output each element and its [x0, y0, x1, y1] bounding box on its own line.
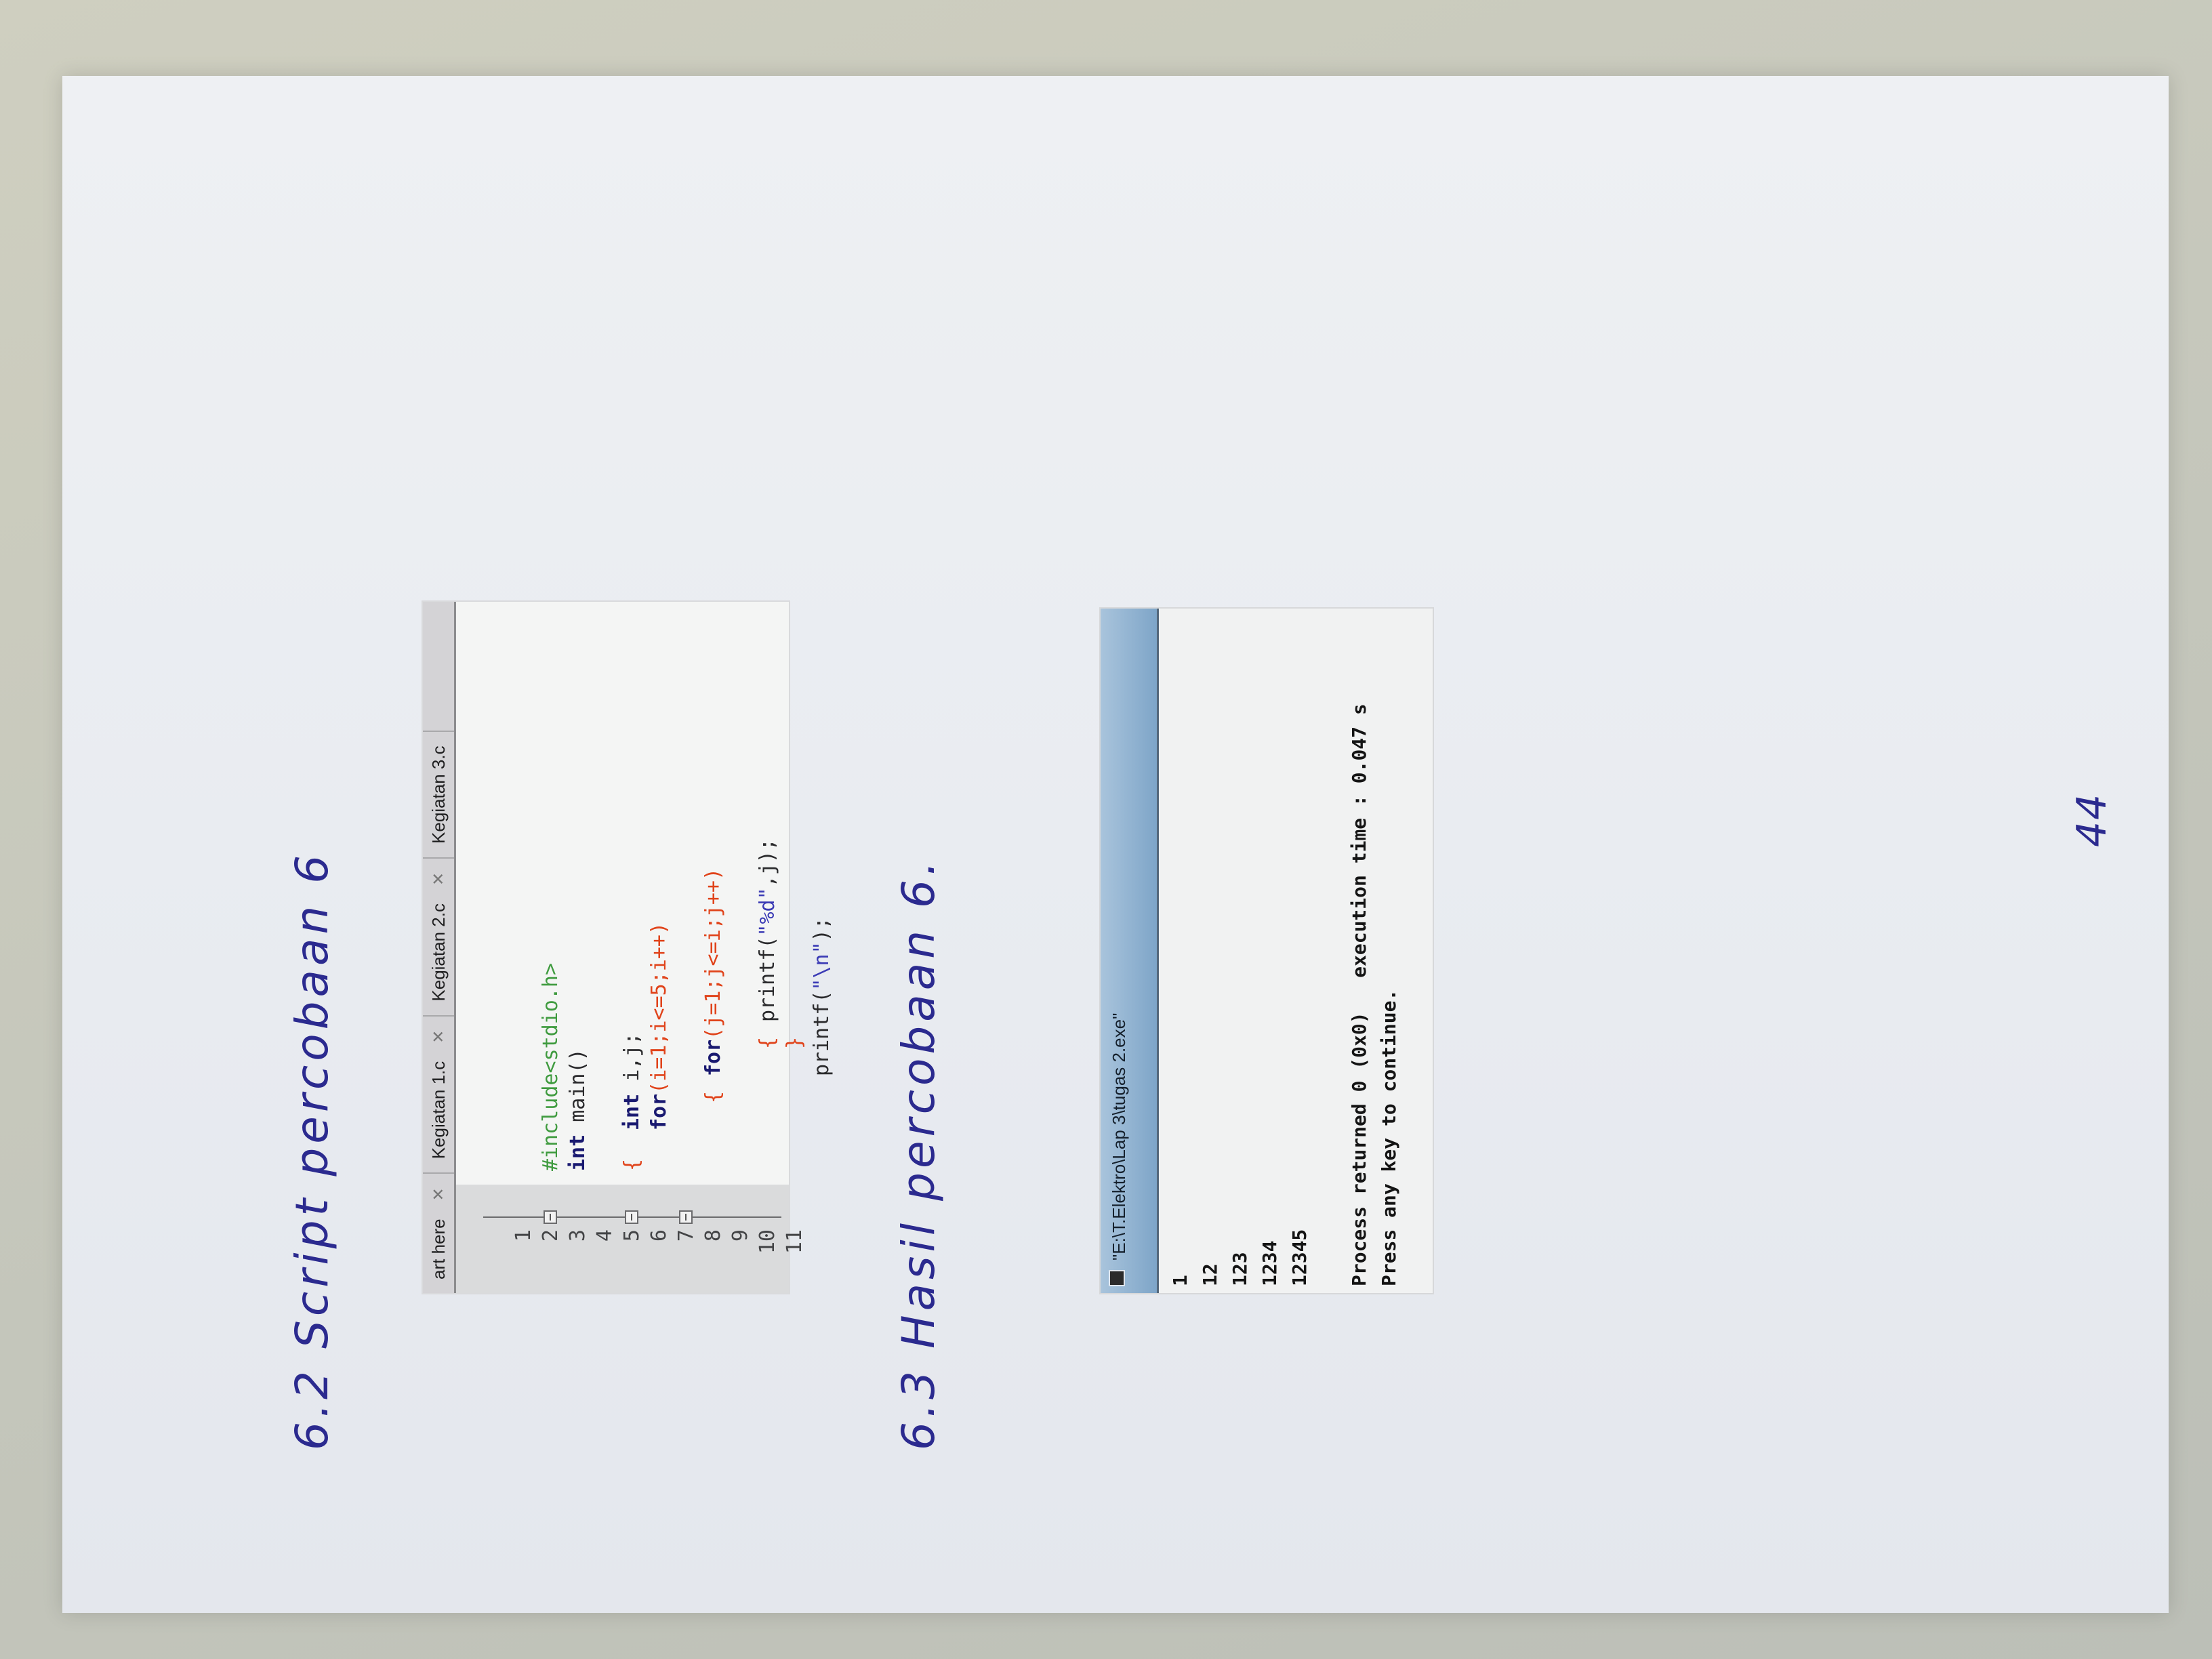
console-output: [1166, 615, 1433, 1286]
rotated-page: [62, 76, 2169, 1613]
code-line: [646, 615, 725, 1293]
tab-label: Kegiatan 1.c: [428, 1061, 449, 1160]
code-string: "\n": [810, 941, 834, 991]
tab-kegiatan-1: [423, 1015, 454, 1173]
code-text: {: [620, 1158, 644, 1171]
fold-toggle-icon: [625, 1210, 638, 1224]
tab-label: Kegiatan 3.c: [428, 745, 449, 844]
line-number: 4: [593, 1229, 617, 1242]
close-icon: ✕: [429, 1187, 448, 1202]
tab-start-here: [423, 1172, 454, 1293]
script-heading: 6.2 Script percobaan 6: [286, 851, 338, 1450]
line-number: 9: [729, 1229, 752, 1242]
code-keyword: int: [620, 1093, 644, 1130]
output-line: 1234: [1258, 1240, 1281, 1286]
code-call: printf(: [810, 990, 834, 1076]
tab-kegiatan-2: [423, 857, 454, 1015]
code-string: "%d": [756, 887, 779, 937]
code-text: }: [783, 1036, 806, 1049]
console-window-screenshot: [1099, 607, 1434, 1294]
page-number: 44: [2068, 792, 2116, 847]
fold-toggle-icon: [544, 1210, 557, 1224]
code-rest: main(): [566, 1048, 590, 1134]
line-number: 5: [620, 1229, 644, 1242]
code-call: printf(: [756, 936, 779, 1022]
fold-toggle-icon: [679, 1210, 693, 1224]
output-line: 1: [1169, 1275, 1191, 1286]
code-line: [483, 615, 562, 1293]
code-rest: i,j;: [620, 1032, 644, 1094]
line-number: 3: [566, 1229, 590, 1242]
output-line: 12: [1199, 1263, 1221, 1286]
output-line: 12345: [1288, 1229, 1311, 1286]
tab-label: Kegiatan 2.c: [428, 903, 449, 1002]
code-rest: ,j);: [756, 838, 779, 888]
tab-kegiatan-3: [423, 731, 454, 857]
code-keyword: for: [647, 1093, 671, 1130]
line-number: 11: [783, 1229, 806, 1254]
line-number: 7: [674, 1229, 698, 1242]
close-icon: ✕: [429, 872, 448, 886]
line-number: 2: [539, 1229, 562, 1242]
line-number: 8: [701, 1229, 725, 1242]
output-line: 123: [1229, 1252, 1251, 1286]
code-line: [754, 615, 834, 1293]
code-text: {: [756, 1036, 779, 1049]
console-title: "E:\T.Elektro\Lap 3\tugas 2.exe": [1109, 1012, 1129, 1261]
code-text: #include<stdio.h>: [539, 962, 562, 1171]
tab-label: art here: [428, 1218, 449, 1279]
blank-line: [1315, 615, 1345, 1286]
code-text: [808, 917, 836, 1076]
close-icon: ✕: [429, 1029, 448, 1044]
console-title-bar: [1101, 609, 1159, 1293]
line-number: 6: [647, 1229, 671, 1242]
code-editor-screenshot: [422, 600, 834, 1294]
continue-prompt-line: Press any key to continue.: [1378, 989, 1400, 1286]
code-rest: );: [810, 917, 834, 942]
code-text: {: [701, 1090, 725, 1103]
line-number: 10: [756, 1229, 779, 1254]
editor-tab-bar: [423, 602, 456, 1293]
code-keyword: for: [701, 1039, 725, 1076]
code-line: [565, 615, 644, 1293]
console-app-icon: [1109, 1270, 1125, 1286]
code-keyword: int: [566, 1134, 590, 1171]
code-rest: (i=1;i<=5;i++): [647, 922, 671, 1094]
line-number: 1: [512, 1229, 535, 1242]
process-status-line: Process returned 0 (0x0) execution time : 0.047 s: [1348, 703, 1370, 1286]
code-rest: (j=1;j<=i;j++): [701, 867, 725, 1040]
paper-sheet: [62, 76, 2169, 1613]
result-heading: 6.3 Hasil percobaan 6.: [893, 857, 945, 1450]
